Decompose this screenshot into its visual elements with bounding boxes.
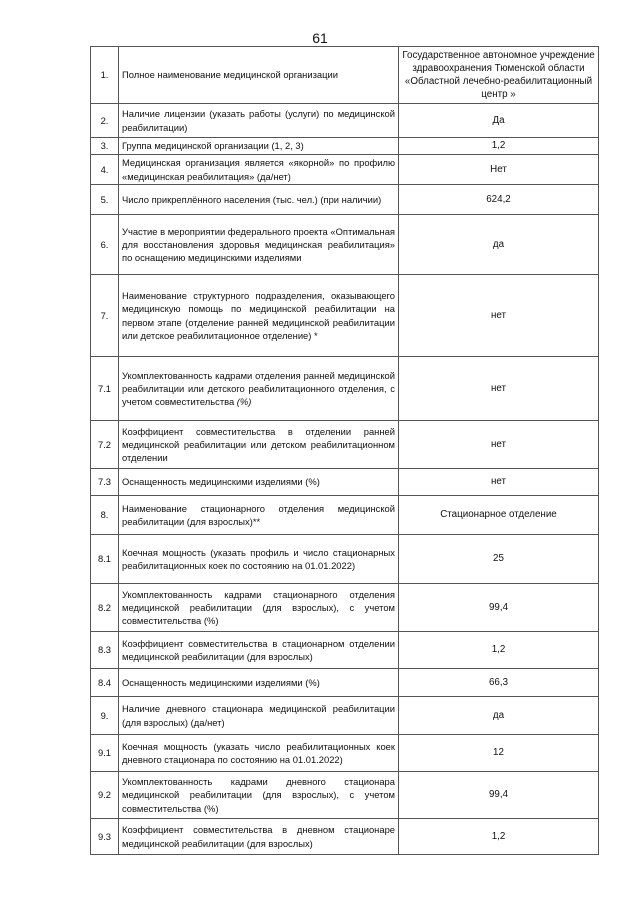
row-value: да	[399, 697, 599, 735]
row-value: да	[399, 215, 599, 275]
row-indicator	[119, 496, 399, 535]
row-indicator	[119, 772, 399, 819]
row-indicator	[119, 215, 399, 275]
row-indicator	[119, 185, 399, 215]
row-value: 624,2	[399, 185, 599, 215]
indicator-text: Наименование стационарного отделения медицинской реабилитации (для взрослых)**	[122, 502, 395, 527]
indicator-text: Укомплектованность кадрами стационарного отделения медицинской реабилитации (для взрослых), с учетом совместительства (%)	[122, 588, 395, 627]
indicator-text: Укомплектованность кадрами дневного стационара медицинской реабилитации (для взрослых), с учетом совместительства (%)	[122, 776, 395, 814]
table-row	[91, 669, 599, 697]
row-value: нет	[399, 469, 599, 496]
table-row	[91, 772, 599, 819]
row-number: 8.	[91, 496, 119, 535]
row-value: 1,2	[399, 819, 599, 855]
row-value: Государственное автономное учреждение здравоохранения Тюменской области «Областной лечебно-реабилитационный центр »	[399, 47, 599, 104]
row-number: 6.	[91, 215, 119, 275]
page-number: 61	[312, 30, 328, 46]
row-number: 7.2	[91, 421, 119, 469]
row-indicator	[119, 47, 399, 104]
indicator-text: Оснащенность медицинскими изделиями (%)	[122, 676, 320, 688]
row-number: 7.	[91, 275, 119, 357]
row-value: нет	[399, 357, 599, 421]
row-indicator	[119, 275, 399, 357]
row-value: нет	[399, 421, 599, 469]
indicator-text: Наличие дневного стационара медицинской реабилитации (для взрослых) (да/нет)	[122, 703, 395, 728]
indicator-text: Участие в мероприятии федерального проекта «Оптимальная для восстановления здоровья медицинская реабилитация» по оснащению медицинскими изделиями	[122, 225, 395, 264]
row-indicator	[119, 632, 399, 669]
row-number: 8.4	[91, 669, 119, 697]
table-row	[91, 584, 599, 632]
row-number: 8.3	[91, 632, 119, 669]
table-row	[91, 185, 599, 215]
row-number: 4.	[91, 155, 119, 185]
table-row	[91, 535, 599, 584]
indicator-text: Коэффициент совместительства в дневном стационаре медицинской реабилитации (для взрослых)	[122, 824, 395, 849]
row-value: 99,4	[399, 772, 599, 819]
table-row	[91, 496, 599, 535]
table-row	[91, 357, 599, 421]
table-row	[91, 47, 599, 104]
row-number: 9.3	[91, 819, 119, 855]
row-number: 9.	[91, 697, 119, 735]
row-number: 1.	[91, 47, 119, 104]
indicator-text: Оснащенность медицинскими изделиями (%)	[122, 476, 320, 488]
row-indicator	[119, 357, 399, 421]
table-row	[91, 819, 599, 855]
indicator-text: Коечная мощность (указать профиль и число стационарных реабилитационных коек по состоянию на 01.01.2022)	[122, 546, 395, 571]
row-indicator	[119, 155, 399, 185]
table-row	[91, 735, 599, 772]
table-row	[91, 275, 599, 357]
indicator-text: Коэффициент совместительства в стационарном отделении медицинской реабилитации (для взрослых)	[122, 637, 395, 662]
row-value: 66,3	[399, 669, 599, 697]
row-number: 8.2	[91, 584, 119, 632]
indicator-text: Группа медицинской организации (1, 2, 3)	[122, 140, 304, 152]
row-indicator	[119, 819, 399, 855]
row-indicator	[119, 535, 399, 584]
row-number: 5.	[91, 185, 119, 215]
table-row	[91, 155, 599, 185]
row-value: Нет	[399, 155, 599, 185]
table-row	[91, 421, 599, 469]
row-value: 99,4	[399, 584, 599, 632]
indicator-text: Укомплектованность кадрами отделения ранней медицинской реабилитации или детского реабилитационного отделения, с учетом совместительства	[122, 369, 395, 408]
row-indicator	[119, 697, 399, 735]
row-number: 3.	[91, 138, 119, 155]
indicator-suffix: (%)	[234, 396, 252, 408]
organization-info-table	[90, 46, 599, 855]
row-value: 25	[399, 535, 599, 584]
row-value: 1,2	[399, 632, 599, 669]
row-indicator	[119, 469, 399, 496]
table-row	[91, 138, 599, 155]
indicator-text: Наличие лицензии (указать работы (услуги) по медицинской реабилитации)	[122, 108, 395, 133]
table-row	[91, 215, 599, 275]
table-row	[91, 632, 599, 669]
indicator-text: Наименование структурного подразделения, оказывающего медицинскую помощь по медицинской реабилитации на первом этапе (отделение ранней медицинской реабилитации или детское реабилитационное отделение) *	[122, 290, 395, 341]
row-value: нет	[399, 275, 599, 357]
row-value: 12	[399, 735, 599, 772]
row-number: 9.2	[91, 772, 119, 819]
row-number: 7.3	[91, 469, 119, 496]
row-value: Стационарное отделение	[399, 496, 599, 535]
row-indicator	[119, 138, 399, 155]
row-indicator	[119, 669, 399, 697]
indicator-text: Коэффициент совместительства в отделении ранней медицинской реабилитации или детском реабилитационном отделении	[122, 425, 395, 464]
row-value: Да	[399, 104, 599, 138]
row-number: 9.1	[91, 735, 119, 772]
row-indicator	[119, 735, 399, 772]
indicator-text: Число прикреплённого населения (тыс. чел.) (при наличии)	[122, 193, 382, 205]
row-indicator	[119, 421, 399, 469]
indicator-text: Медицинская организация является «якорной» по профилю «медицинская реабилитация» (да/нет)	[122, 157, 395, 182]
table-row	[91, 104, 599, 138]
row-number: 2.	[91, 104, 119, 138]
row-indicator	[119, 584, 399, 632]
row-number: 8.1	[91, 535, 119, 584]
indicator-text: Коечная мощность (указать число реабилитационных коек дневного стационара по состоянию на 01.01.2022)	[122, 740, 395, 765]
row-number: 7.1	[91, 357, 119, 421]
table-row	[91, 469, 599, 496]
row-value: 1,2	[399, 138, 599, 155]
indicator-text: Полное наименование медицинской организации	[122, 69, 338, 81]
table-row	[91, 697, 599, 735]
row-indicator	[119, 104, 399, 138]
